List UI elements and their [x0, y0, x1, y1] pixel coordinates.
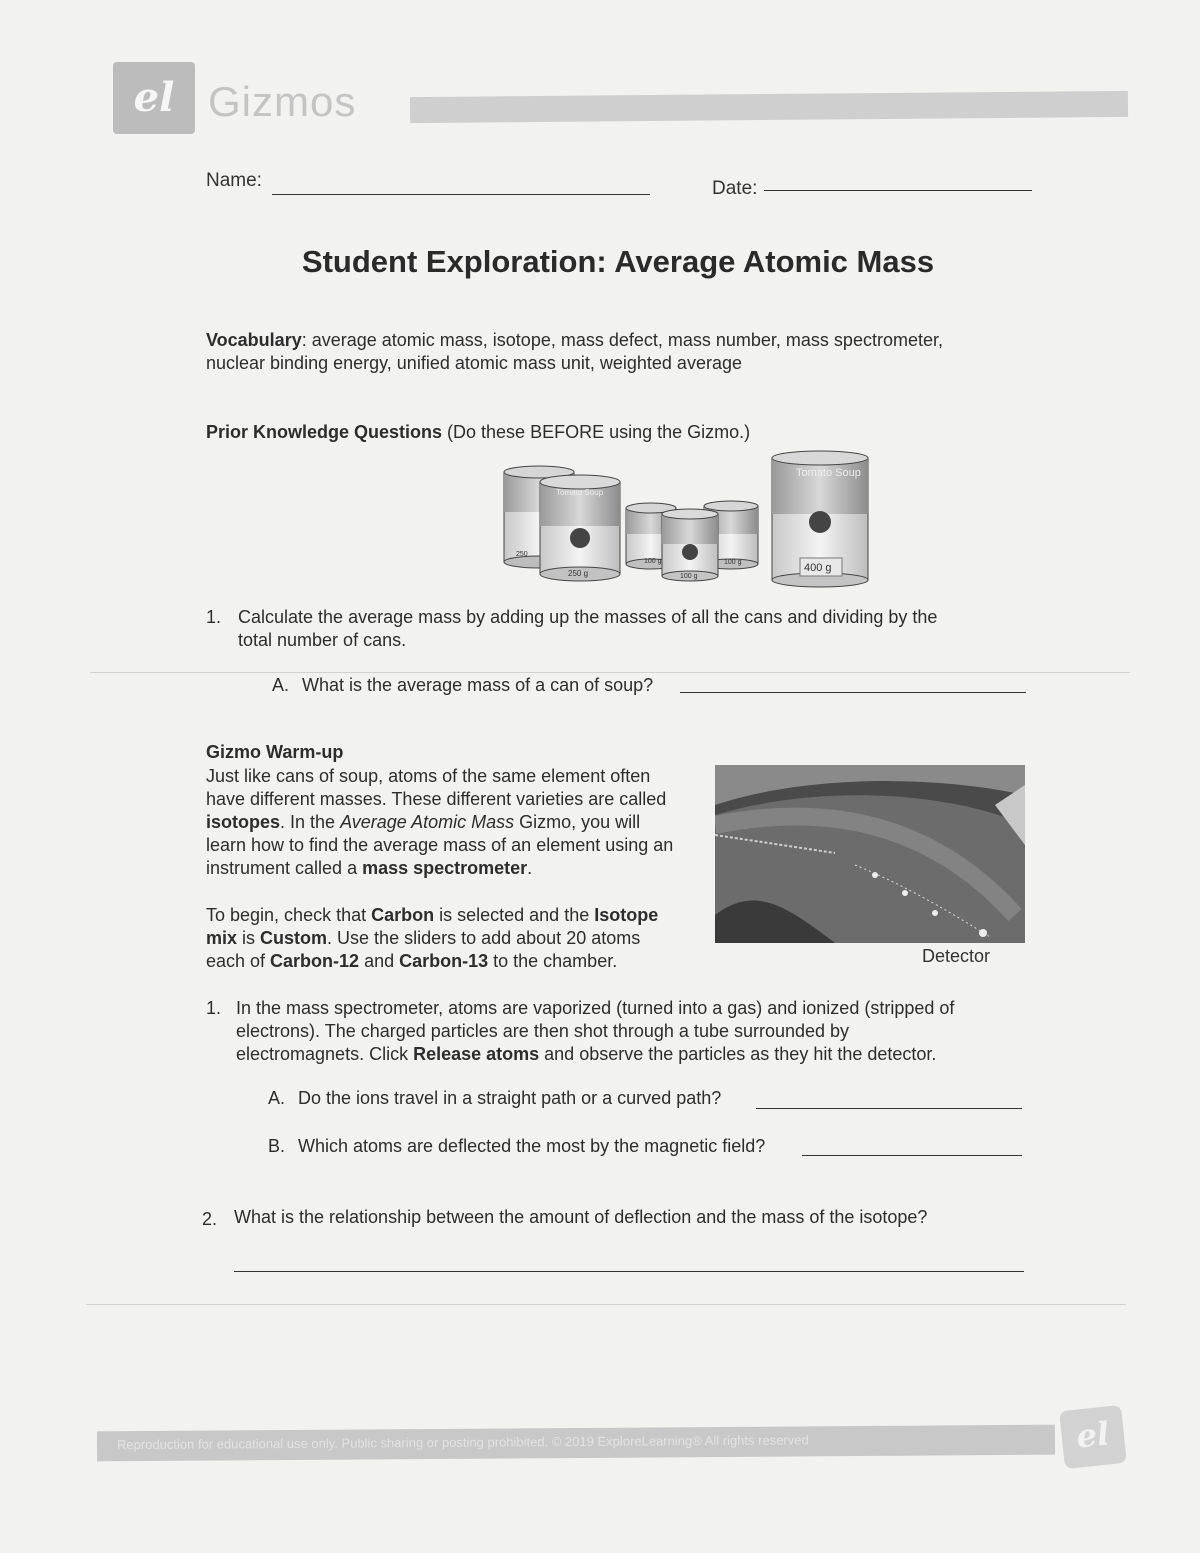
- warmup-gizmo-name: Average Atomic Mass: [340, 812, 515, 832]
- can-mass-label-5: 100 g: [724, 559, 742, 566]
- warmup-p1-line3b: Gizmo, you will: [514, 812, 641, 832]
- date-label: Date:: [712, 178, 758, 199]
- warmup-q1b-answer-field[interactable]: [802, 1155, 1022, 1156]
- warmup-q2-text: What is the relationship between the amount of deflection and the mass of the isotope?: [234, 1207, 928, 1227]
- warmup-p2-d: . Use the sliders to add about 20 atoms: [327, 928, 641, 948]
- warmup-p2-g: to the chamber.: [488, 951, 618, 971]
- warmup-p1-line2: have different masses. These different varieties are called: [206, 789, 667, 809]
- warmup-q1-text: [236, 997, 1026, 1066]
- warmup-q1-line2: electrons). The charged particles are then shot through a tube surrounded by: [236, 1021, 850, 1041]
- warmup-p2-c: is: [237, 928, 261, 948]
- name-label: Name:: [206, 170, 262, 191]
- warmup-q1a-letter: A.: [268, 1088, 286, 1108]
- prior-q1-line2: total number of cans.: [238, 630, 407, 650]
- warmup-p2-a: To begin, check that: [206, 905, 372, 925]
- footer-copyright: Reproduction for educational use only. Public sharing or posting prohibited. © 2019 ExploreLearning® All rights reserved: [116, 1432, 809, 1453]
- footer-logo: [1059, 1405, 1127, 1469]
- prior-q1-number: 1.: [206, 607, 222, 627]
- prior-knowledge-title: Prior Knowledge Questions: [206, 422, 443, 442]
- warmup-term-isotopes: isotopes: [206, 812, 281, 832]
- can-mass-label-2: 250 g: [568, 569, 589, 578]
- can-mass-label-4: 100 g: [680, 573, 698, 580]
- warmup-q1b-text: Which atoms are deflected the most by the magnetic field?: [298, 1136, 766, 1156]
- soup-cans-illustration: [500, 450, 872, 590]
- warmup-q1-line3a: electromagnets. Click: [236, 1044, 414, 1064]
- warmup-term-custom: Custom: [260, 928, 328, 948]
- can-mass-label-1: 250: [516, 551, 528, 558]
- prior-q1a-text: What is the average mass of a can of soup?: [302, 675, 654, 695]
- brand-logo-mark: el: [133, 74, 175, 121]
- warmup-p2-e: each of: [206, 951, 271, 971]
- footer-bar: [97, 1425, 1055, 1462]
- warmup-term-isotope: Isotope: [594, 905, 659, 925]
- warmup-q2-number: 2.: [202, 1209, 218, 1229]
- name-field[interactable]: [272, 194, 650, 195]
- warmup-term-mass-spectrometer: mass spectrometer: [362, 858, 528, 878]
- vocabulary-paragraph: [206, 329, 1026, 375]
- warmup-p1-line4: learn how to find the average mass of an element using an: [206, 835, 674, 855]
- warmup-p1-line1: Just like cans of soup, atoms of the same element often: [206, 766, 651, 786]
- detector-label: Detector: [922, 946, 991, 966]
- can-brand-label-1: Tomato Soup: [556, 488, 604, 497]
- warmup-term-carbon-13: Carbon-13: [399, 951, 489, 971]
- warmup-p1-line5b: .: [527, 858, 533, 878]
- warmup-p2-b: is selected and the: [434, 905, 595, 925]
- vocabulary-line2: nuclear binding energy, unified atomic mass unit, weighted average: [206, 353, 742, 373]
- footer-logo-mark: el: [1074, 1414, 1111, 1456]
- warmup-q2-answer-field[interactable]: [234, 1271, 1024, 1272]
- prior-q1-text: [238, 606, 1028, 652]
- prior-q1a-letter: A.: [272, 675, 290, 695]
- can-mass-label-6: 400 g: [804, 562, 832, 574]
- vocabulary-label: Vocabulary: [206, 330, 302, 350]
- warmup-paragraph-2: [206, 904, 716, 973]
- prior-knowledge-note: (Do these BEFORE using the Gizmo.): [442, 422, 751, 442]
- brand-name: Gizmos: [208, 78, 357, 125]
- prior-q1a-answer-field[interactable]: [680, 692, 1026, 693]
- warmup-q1-number: 1.: [206, 998, 222, 1018]
- fold-line-1: [90, 672, 1130, 673]
- warmup-p1-line3a: . In the: [280, 812, 341, 832]
- warmup-q1-line1: In the mass spectrometer, atoms are vaporized (turned into a gas) and ionized (stripped of: [236, 998, 955, 1018]
- header-bar: [410, 91, 1128, 123]
- prior-knowledge-heading: [206, 421, 750, 444]
- soup-can-100-center: [662, 509, 718, 581]
- can-brand-label-2: Tomato Soup: [796, 467, 861, 479]
- vocabulary-line1: : average atomic mass, isotope, mass defect, mass number, mass spectrometer,: [301, 330, 943, 350]
- warmup-p1-line5a: instrument called a: [206, 858, 363, 878]
- warmup-q1a-text: Do the ions travel in a straight path or a curved path?: [298, 1088, 722, 1108]
- can-mass-label-3: 100 g: [644, 558, 662, 565]
- fold-line-2: [86, 1304, 1126, 1305]
- warmup-term-mix: mix: [206, 928, 238, 948]
- warmup-q1a-answer-field[interactable]: [756, 1108, 1022, 1109]
- prior-q1-line1: Calculate the average mass by adding up the masses of all the cans and dividing by the: [238, 607, 938, 627]
- warmup-term-release-atoms: Release atoms: [413, 1044, 540, 1064]
- warmup-term-carbon-12: Carbon-12: [270, 951, 360, 971]
- warmup-q1b-letter: B.: [268, 1136, 286, 1156]
- warmup-term-carbon: Carbon: [371, 905, 435, 925]
- warmup-heading: Gizmo Warm-up: [206, 742, 344, 762]
- warmup-paragraph-1: [206, 765, 716, 880]
- brand-logo: [113, 62, 195, 134]
- page-title: Student Exploration: Average Atomic Mass: [301, 244, 935, 279]
- mass-spectrometer-image: [715, 765, 1025, 943]
- warmup-q1-line3b: and observe the particles as they hit the detector.: [539, 1044, 937, 1064]
- warmup-p2-f: and: [359, 951, 400, 971]
- date-field[interactable]: [764, 190, 1032, 191]
